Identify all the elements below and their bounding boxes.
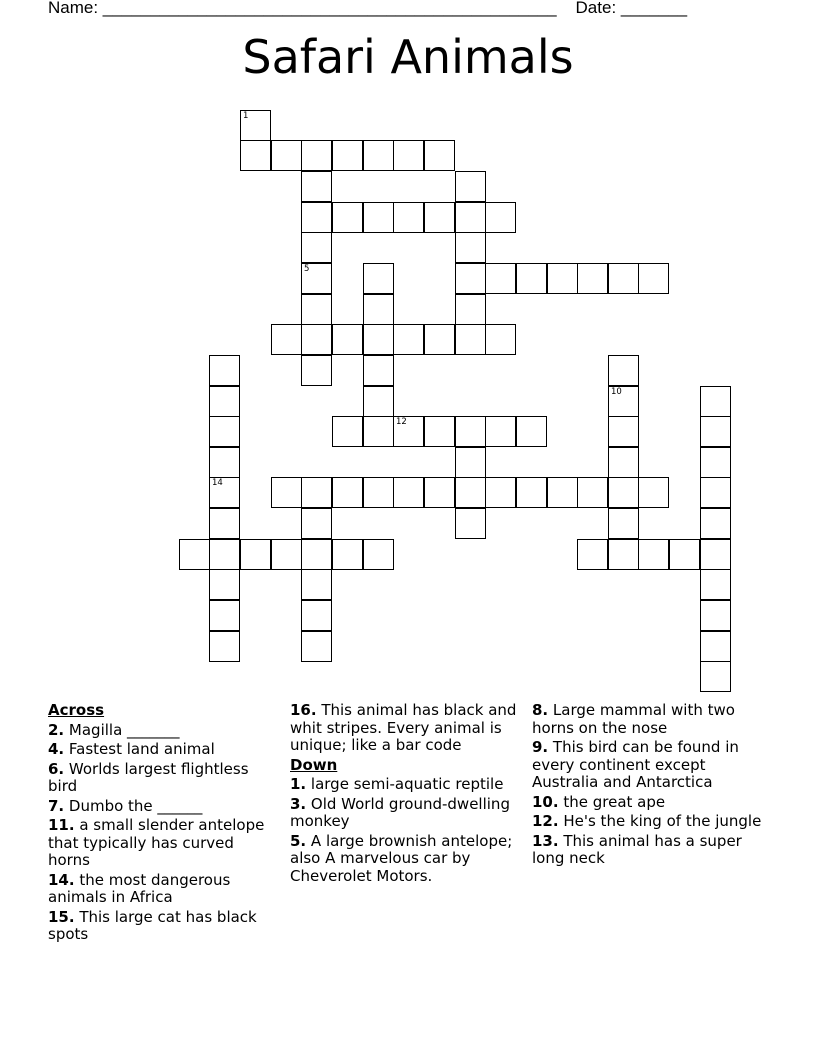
grid-cell[interactable]	[301, 140, 332, 171]
clue-item	[48, 817, 273, 870]
grid-cell[interactable]	[332, 539, 363, 570]
grid-cell[interactable]	[240, 140, 271, 171]
grid-cell[interactable]	[700, 569, 731, 600]
grid-cell[interactable]	[485, 263, 516, 294]
clues-column-2	[290, 702, 518, 887]
clue-item-text: Old World ground-dwelling monkey	[290, 794, 510, 830]
grid-cell[interactable]	[332, 416, 363, 447]
grid-cell[interactable]	[393, 140, 424, 171]
grid-cell[interactable]	[577, 539, 608, 570]
grid-cell[interactable]	[393, 324, 424, 355]
grid-cell[interactable]	[455, 447, 486, 478]
grid-cell[interactable]	[301, 202, 332, 233]
clue-number: 14	[212, 478, 223, 488]
grid-cell[interactable]	[301, 477, 332, 508]
grid-cell[interactable]	[301, 324, 332, 355]
grid-cell[interactable]	[209, 539, 240, 570]
clue-item-text: Large mammal with two horns on the nose	[532, 701, 735, 737]
clue-item-number: 6.	[48, 759, 65, 778]
clue-item-text: A large brownish antelope; also A marvelous car by Cheverolet Motors.	[290, 831, 513, 885]
grid-cell[interactable]	[638, 263, 669, 294]
grid-cell[interactable]	[608, 539, 639, 570]
clue-item-number: 12.	[532, 812, 559, 830]
clue-item-text: Magilla _______	[64, 720, 180, 739]
clue-item	[48, 761, 273, 796]
clue-item-text: Dumbo the ______	[64, 796, 203, 815]
header-row	[48, 0, 687, 18]
grid-cell[interactable]	[608, 447, 639, 478]
grid-cell[interactable]	[332, 477, 363, 508]
grid-cell[interactable]	[301, 355, 332, 386]
grid-cell[interactable]	[301, 263, 332, 294]
clue-item	[532, 813, 764, 831]
grid-cell[interactable]	[608, 355, 639, 386]
clue-number: 12	[396, 417, 407, 427]
grid-cell[interactable]	[363, 416, 394, 447]
grid-cell[interactable]	[700, 631, 731, 662]
grid-cell[interactable]	[608, 508, 639, 539]
clue-item-text: large semi-aquatic reptile	[306, 775, 504, 793]
date-label: Date:	[575, 0, 621, 17]
grid-cell[interactable]	[700, 539, 731, 570]
grid-cell[interactable]	[209, 508, 240, 539]
grid-cell[interactable]	[424, 477, 455, 508]
grid-cell[interactable]	[455, 202, 486, 233]
clue-item-number: 4.	[48, 740, 65, 758]
grid-cell[interactable]	[455, 324, 486, 355]
clue-item	[532, 739, 764, 792]
clue-number: 1	[243, 111, 249, 121]
grid-cell[interactable]	[700, 416, 731, 447]
grid-cell[interactable]	[363, 263, 394, 294]
grid-cell[interactable]	[424, 202, 455, 233]
grid-cell[interactable]	[516, 263, 547, 294]
clue-item-text: This bird can be found in every continent except Australia and Antarctica	[532, 738, 739, 791]
grid-cell[interactable]	[516, 477, 547, 508]
clue-item-number: 14.	[48, 870, 75, 889]
grid-cell[interactable]	[271, 324, 302, 355]
grid-cell[interactable]	[209, 416, 240, 447]
grid-cell[interactable]	[240, 110, 271, 141]
grid-cell[interactable]	[455, 416, 486, 447]
clue-item-text: a small slender antelope that typically has curved horns	[48, 816, 265, 869]
clue-item-text: He's the king of the jungle	[558, 812, 762, 830]
grid-cell[interactable]	[638, 477, 669, 508]
grid-cell[interactable]	[547, 263, 578, 294]
grid-cell[interactable]	[301, 508, 332, 539]
clue-item	[532, 833, 764, 868]
clue-item-number: 15.	[48, 907, 75, 926]
clue-heading: Down	[290, 755, 338, 774]
clue-item-text: the most dangerous animals in Africa	[48, 870, 231, 906]
grid-cell[interactable]	[240, 539, 271, 570]
grid-cell[interactable]	[301, 232, 332, 263]
grid-cell[interactable]	[301, 294, 332, 325]
clue-item	[48, 872, 273, 907]
clue-item	[48, 722, 273, 740]
clue-item	[532, 794, 764, 812]
grid-cell[interactable]	[209, 477, 240, 508]
clue-item-number: 7.	[48, 796, 65, 815]
puzzle-title: Safari Animals	[242, 30, 574, 84]
grid-cell[interactable]	[638, 539, 669, 570]
clue-item-text: This animal has a super long neck	[532, 831, 742, 867]
grid-cell[interactable]	[363, 386, 394, 417]
grid-cell[interactable]	[301, 569, 332, 600]
clue-number: 10	[611, 387, 622, 397]
grid-cell[interactable]	[700, 661, 731, 692]
clue-item	[532, 702, 764, 737]
grid-cell[interactable]	[209, 569, 240, 600]
grid-cell[interactable]	[700, 600, 731, 631]
grid-cell[interactable]	[700, 447, 731, 478]
grid-cell[interactable]	[577, 263, 608, 294]
clue-number: 5	[304, 264, 310, 274]
clue-item-text: Worlds largest flightless bird	[48, 759, 249, 795]
grid-cell[interactable]	[363, 355, 394, 386]
grid-cell[interactable]	[271, 140, 302, 171]
clue-item-number: 10.	[532, 792, 559, 811]
grid-cell[interactable]	[393, 416, 424, 447]
grid-cell[interactable]	[363, 140, 394, 171]
grid-cell[interactable]	[700, 386, 731, 417]
grid-cell[interactable]	[332, 324, 363, 355]
grid-cell[interactable]	[577, 477, 608, 508]
grid-cell[interactable]	[485, 324, 516, 355]
grid-cell[interactable]	[608, 416, 639, 447]
grid-cell[interactable]	[608, 263, 639, 294]
grid-cell[interactable]	[332, 202, 363, 233]
grid-cell[interactable]	[209, 355, 240, 386]
clue-item-number: 13.	[532, 831, 559, 850]
clue-item-number: 1.	[290, 775, 307, 793]
clue-item-text: This animal has black and whit stripes. Every animal is unique; like a bar code	[290, 701, 517, 754]
grid-cell[interactable]	[209, 631, 240, 662]
grid-cell[interactable]	[485, 202, 516, 233]
grid-cell[interactable]	[301, 539, 332, 570]
grid-cell[interactable]	[669, 539, 700, 570]
grid-cell[interactable]	[547, 477, 578, 508]
grid-cell[interactable]	[424, 324, 455, 355]
grid-cell[interactable]	[455, 477, 486, 508]
clue-item-number: 5.	[290, 831, 307, 850]
grid-cell[interactable]	[363, 202, 394, 233]
grid-cell[interactable]	[455, 508, 486, 539]
grid-cell[interactable]	[363, 294, 394, 325]
grid-cell[interactable]	[209, 447, 240, 478]
grid-cell[interactable]	[301, 171, 332, 202]
clue-item	[290, 833, 518, 886]
grid-cell[interactable]	[700, 477, 731, 508]
grid-cell[interactable]	[179, 539, 210, 570]
clue-item	[48, 741, 273, 759]
clue-item	[290, 776, 518, 794]
grid-cell[interactable]	[271, 539, 302, 570]
clue-item-number: 9.	[532, 738, 549, 756]
grid-cell[interactable]	[271, 477, 302, 508]
grid-cell[interactable]	[424, 416, 455, 447]
grid-cell[interactable]	[608, 386, 639, 417]
grid-cell[interactable]	[455, 294, 486, 325]
date-field[interactable]: _______	[620, 0, 688, 17]
grid-cell[interactable]	[455, 232, 486, 263]
grid-cell[interactable]	[209, 600, 240, 631]
clue-item-number: 16.	[290, 701, 317, 719]
grid-cell[interactable]	[301, 600, 332, 631]
grid-cell[interactable]	[516, 416, 547, 447]
clue-item-number: 2.	[48, 720, 65, 739]
grid-cell[interactable]	[363, 477, 394, 508]
clue-item-number: 8.	[532, 701, 549, 719]
clue-heading: Across	[48, 701, 105, 719]
grid-cell[interactable]	[700, 508, 731, 539]
grid-cell[interactable]	[393, 202, 424, 233]
clue-item-text: This large cat has black spots	[48, 907, 257, 943]
clue-item-number: 11.	[48, 816, 75, 834]
grid-cell[interactable]	[455, 171, 486, 202]
clue-item	[48, 798, 273, 816]
grid-cell[interactable]	[393, 477, 424, 508]
name-label: Name:	[48, 0, 103, 17]
grid-cell[interactable]	[455, 263, 486, 294]
clue-item-text: Fastest land animal	[64, 740, 215, 758]
clue-item	[290, 702, 518, 755]
clues-column-1	[48, 702, 273, 946]
clues-column-3	[532, 702, 764, 870]
grid-cell[interactable]	[332, 140, 363, 171]
clue-item-text: the great ape	[558, 792, 666, 811]
clue-item	[290, 796, 518, 831]
grid-cell[interactable]	[424, 140, 455, 171]
grid-cell[interactable]	[608, 477, 639, 508]
clue-item-number: 3.	[290, 794, 307, 813]
grid-cell[interactable]	[301, 631, 332, 662]
grid-cell[interactable]	[485, 477, 516, 508]
name-field[interactable]: ________________________________________________	[102, 0, 557, 17]
grid-cell[interactable]	[363, 539, 394, 570]
clue-item	[48, 909, 273, 944]
grid-cell[interactable]	[363, 324, 394, 355]
grid-cell[interactable]	[485, 416, 516, 447]
grid-cell[interactable]	[209, 386, 240, 417]
